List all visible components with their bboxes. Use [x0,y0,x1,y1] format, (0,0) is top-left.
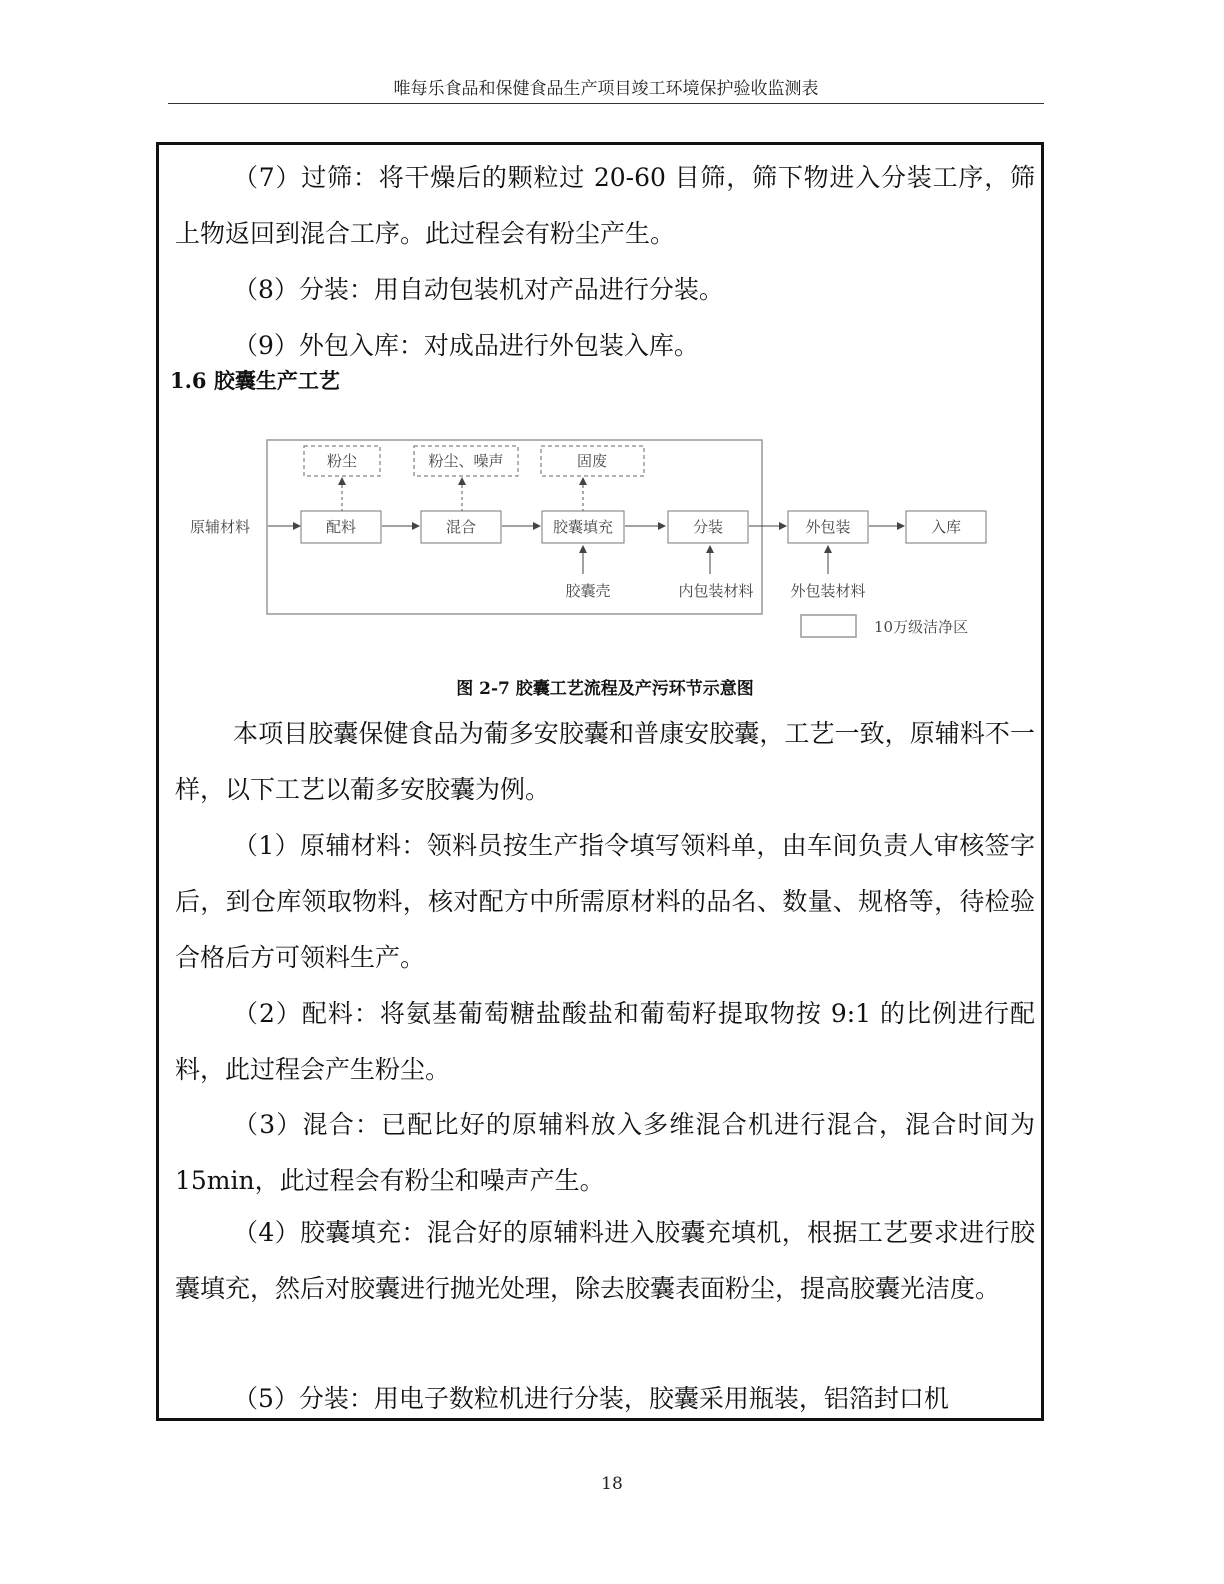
step-raw-materials: 原辅材料 [189,518,251,536]
step-box-storage [906,511,986,543]
paragraph-intro: 本项目胶囊保健食品为葡多安胶囊和普康安胶囊，工艺一致，原辅料不一样，以下工艺以葡多安胶囊为例。 [175,719,1035,804]
paragraph-outer-packing: （9）外包入库：对成品进行外包装入库。 [233,331,699,360]
emission-box-3 [541,446,644,476]
step-label-mixing: 混合 [445,518,477,536]
paragraph-step-3: （3）混合：已配比好的原辅料放入多维混合机进行混合，混合时间为 15min，此过程会有粉尘和噪声产生。 [175,1110,1035,1195]
step-label-storage: 入库 [930,518,962,536]
paragraph-sieving: （7）过筛：将干燥后的颗粒过 20-60 目筛，筛下物进入分装工序，筛上物返回到混合工序。此过程会有粉尘产生。 [175,163,1035,248]
page-header: 唯每乐食品和保健食品生产项目竣工环境保护验收监测表 [393,79,819,99]
step-box-packing [668,511,748,543]
page-number: 18 [601,1474,623,1494]
emission-box-1 [304,446,380,476]
emission-label-1: 粉尘 [326,452,358,470]
legend-label: 10万级洁净区 [874,618,969,636]
step-box-capsule-filling [542,511,624,543]
step-box-mixing [421,511,501,543]
step-label-outer-packing: 外包装 [805,518,851,536]
figure-caption: 图 2-7 胶囊工艺流程及产污环节示意图 [456,679,754,699]
step-label-batching: 配料 [325,518,357,536]
paragraph-step-5: （5）分装：用电子数粒机进行分装，胶囊采用瓶装，铝箔封口机 [233,1384,949,1413]
paragraph-step-1: （1）原辅材料：领料员按生产指令填写领料单，由车间负责人审核签字后，到仓库领取物料，核对配方中所需原材料的品名、数量、规格等，待检验合格后方可领料生产。 [175,831,1035,972]
step-box-outer-packing [788,511,868,543]
step-label-capsule-filling: 胶囊填充 [552,518,614,536]
step-box-batching [301,511,381,543]
legend-swatch [801,615,856,637]
paragraph-step-2: （2）配料：将氨基葡萄糖盐酸盐和葡萄籽提取物按 9:1 的比例进行配料，此过程会产生粉尘。 [175,999,1035,1084]
input-inner-packing: 内包装材料 [678,582,754,600]
emission-label-2: 粉尘、噪声 [428,452,504,470]
header-rule [168,103,1044,104]
input-capsule-shell: 胶囊壳 [565,582,611,600]
input-outer-packing: 外包装材料 [790,582,866,600]
emission-label-3: 固废 [576,452,608,470]
paragraph-packing: （8）分装：用自动包装机对产品进行分装。 [233,275,724,304]
paragraph-step-4: （4）胶囊填充：混合好的原辅料进入胶囊充填机，根据工艺要求进行胶囊填充，然后对胶囊进行抛光处理，除去胶囊表面粉尘，提高胶囊光洁度。 [175,1218,1035,1303]
section-title: 1.6 胶囊生产工艺 [170,368,340,393]
emission-box-2 [414,446,518,476]
process-flow-diagram [170,428,1030,648]
step-label-packing: 分装 [692,518,724,536]
